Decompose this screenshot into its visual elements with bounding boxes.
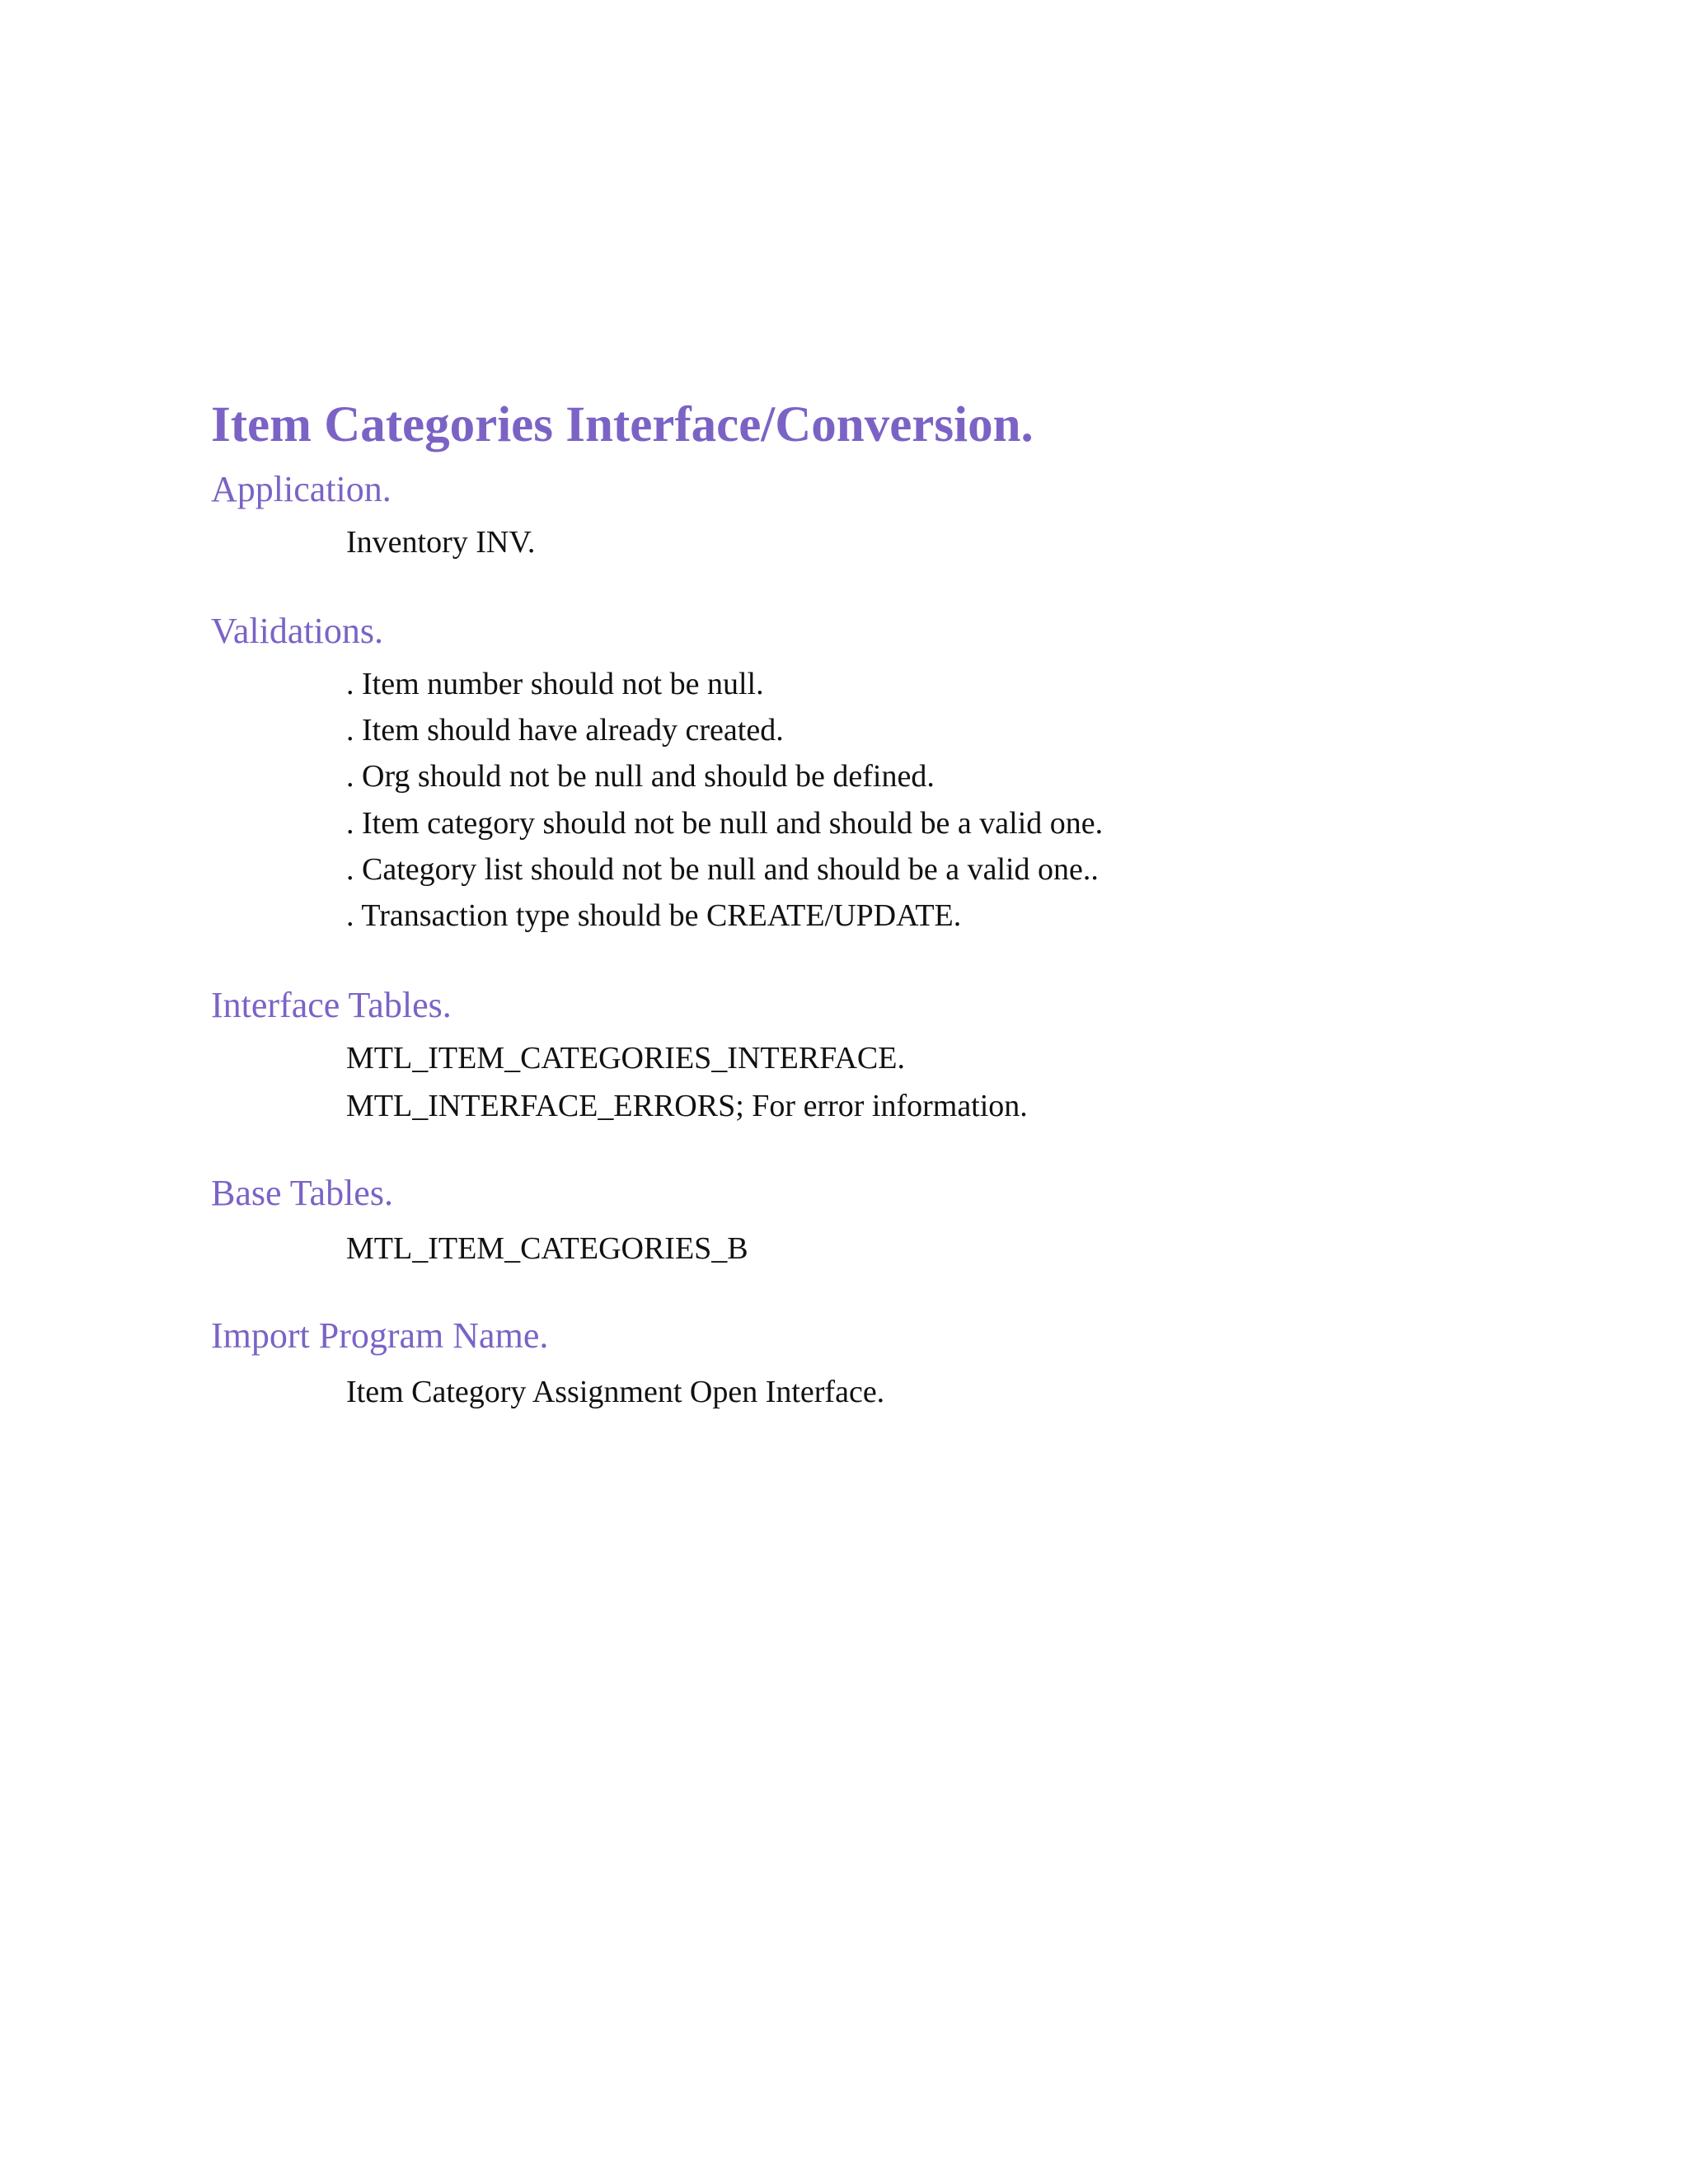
base-table-item: MTL_ITEM_CATEGORIES_B [346, 1231, 748, 1266]
validation-item: . Item category should not be null and should be a valid one. [346, 806, 1104, 841]
document-title: Item Categories Interface/Conversion. [211, 397, 1034, 452]
interface-table-item: MTL_INTERFACE_ERRORS; For error information. [346, 1089, 1028, 1123]
section-heading-interface-tables: Interface Tables. [211, 985, 452, 1025]
interface-table-item: MTL_ITEM_CATEGORIES_INTERFACE. [346, 1041, 905, 1076]
import-program-line: Item Category Assignment Open Interface. [346, 1375, 885, 1409]
validation-item: . Transaction type should be CREATE/UPDATE. [346, 898, 962, 933]
validation-item: . Org should not be null and should be defined. [346, 759, 935, 794]
validation-item: . Item should have already created. [346, 713, 784, 748]
section-heading-import-program: Import Program Name. [211, 1315, 549, 1356]
section-heading-base-tables: Base Tables. [211, 1173, 393, 1213]
section-heading-validations: Validations. [211, 611, 383, 651]
validation-item: . Item number should not be null. [346, 667, 764, 701]
section-heading-application: Application. [211, 469, 392, 509]
application-line: Inventory INV. [346, 525, 536, 560]
validation-item: . Category list should not be null and should be a valid one.. [346, 852, 1099, 887]
